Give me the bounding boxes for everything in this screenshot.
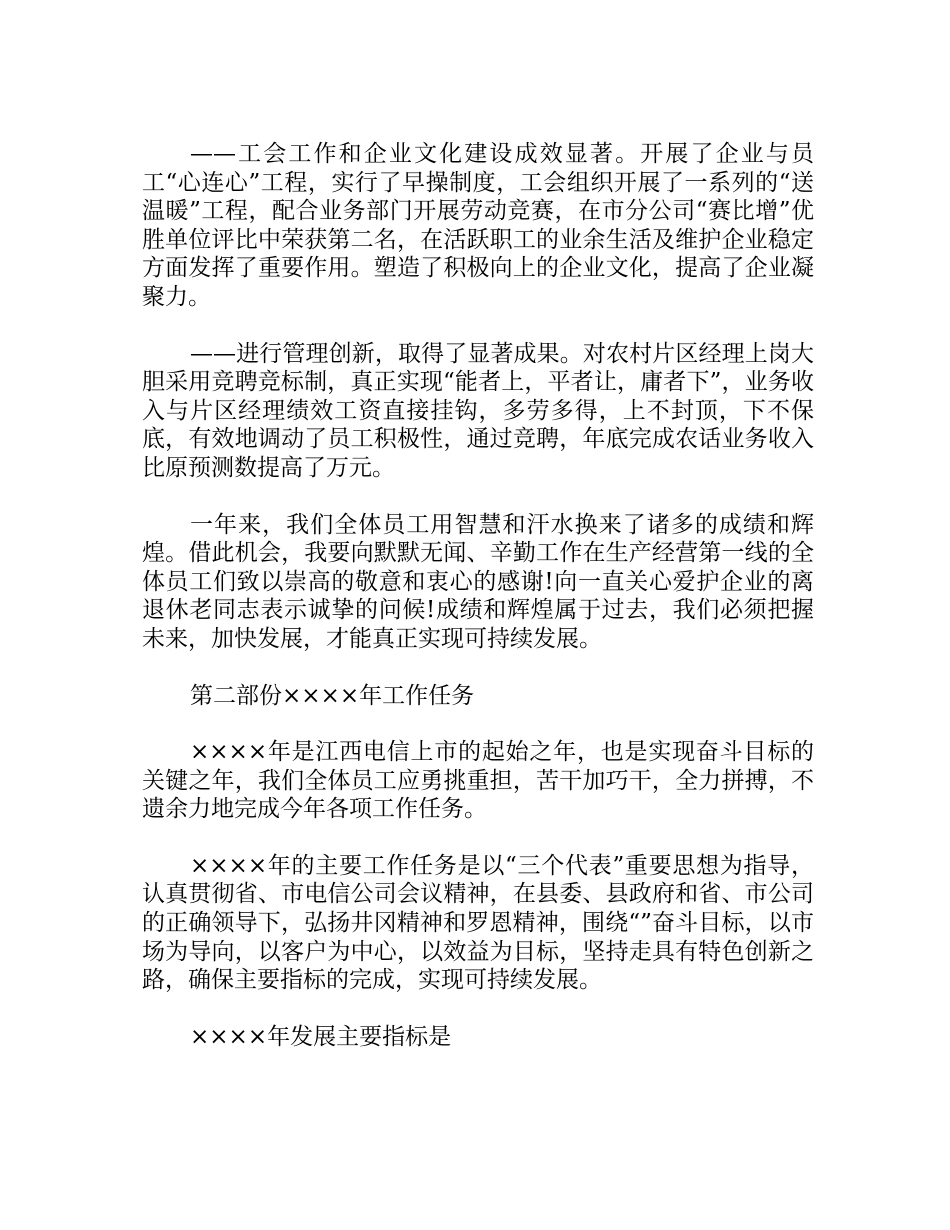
paragraph-main-tasks: ××××年的主要工作任务是以“三个代表”重要思想为指导，认真贯彻省、市电信公司会议精神，在县委、县政府和省、市公司的正确领导下，弘扬井冈精神和罗恩精神，围绕“”奋斗目标，以市场为导向，以客户为中心，以效益为目标，坚持走具有特色创新之路，确保主要指标的完成，实现可持续发展。 [142, 852, 814, 994]
section-heading-part-two: 第二部份××××年工作任务 [190, 682, 475, 709]
paragraph-union-culture: ——工会工作和企业文化建设成效显著。开展了企业与员工“心连心”工程，实行了早操制度，工会组织开展了一系列的“送温暖”工程，配合业务部门开展劳动竞赛，在市分公司“赛比增”优胜单位评比中荣获第二名，在活跃职工的业余生活及维护企业稳定方面发挥了重要作用。塑造了积极向上的企业文化，提高了企业凝聚力。 [142, 141, 814, 310]
paragraph-year-start: ××××年是江西电信上市的起始之年，也是实现奋斗目标的关键之年，我们全体员工应勇挑重担，苦干加巧干，全力拼搏，不遗余力地完成今年各项工作任务。 [142, 739, 814, 823]
document-page [142, 140, 814, 1079]
paragraph-management-innovation: ——进行管理创新，取得了显著成果。对农村片区经理上岗大胆采用竞聘竞标制，真正实现“能者上，平者让，庸者下”，业务收入与片区经理绩效工资直接挂钩，多劳多得，上不封顶，下不保底，有效地调动了员工积极性，通过竞聘，年底完成农话业务收入比原预测数提高了万元。 [142, 340, 814, 481]
paragraph-main-indicators: ××××年发展主要指标是 [190, 1023, 452, 1050]
paragraph-year-summary: 一年来，我们全体员工用智慧和汗水换来了诸多的成绩和辉煌。借此机会，我要向默默无闻、辛勤工作在生产经营第一线的全体员工们致以崇高的敬意和衷心的感谢!向一直关心爱护企业的离退休老同志表示诚挚的问候!成绩和辉煌属于过去，我们必须把握未来，加快发展，才能真正实现可持续发展。 [142, 511, 814, 652]
